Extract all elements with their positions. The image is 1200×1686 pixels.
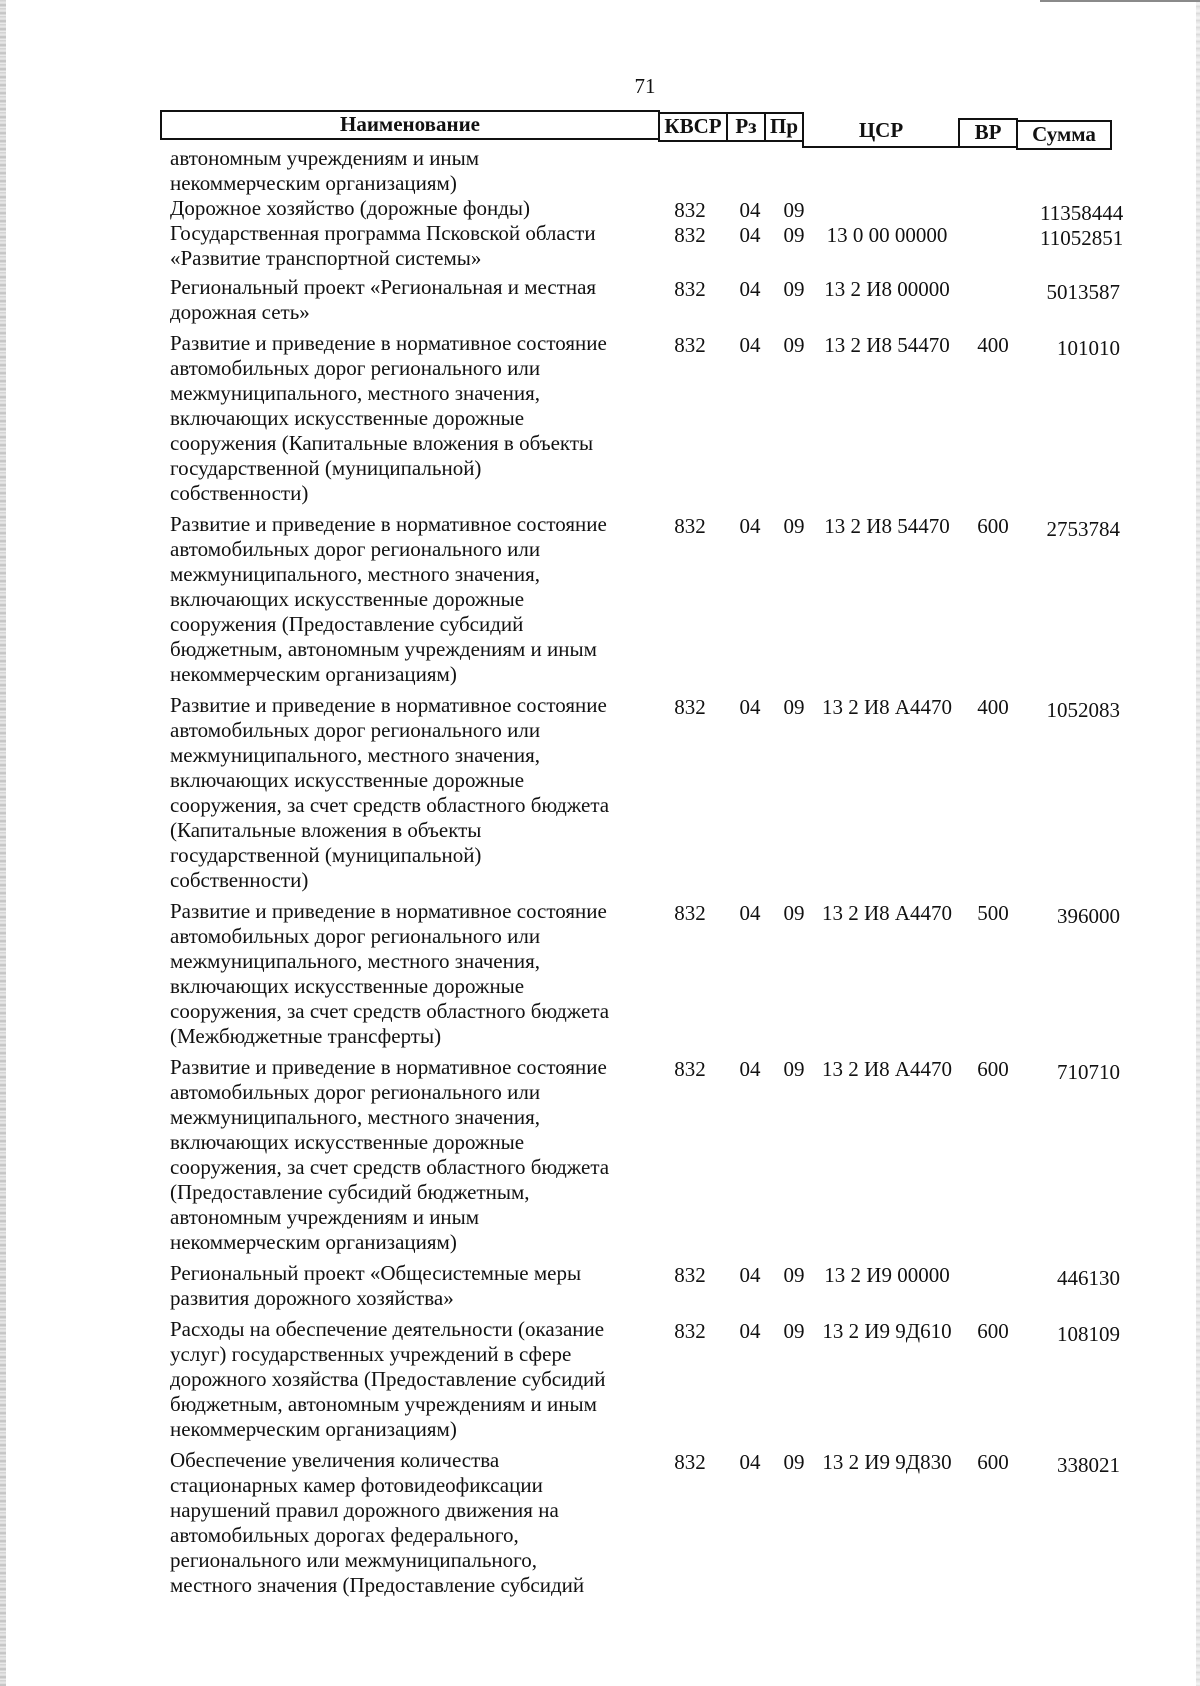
row-vr: 500 [977, 901, 1009, 925]
row-name-line: Дорожное хозяйство (дорожные фонды) [170, 196, 531, 220]
row-rz: 04 [739, 333, 761, 357]
row-kvsr: 832 [674, 333, 706, 357]
row-kvsr: 832 [674, 198, 706, 222]
table-row [160, 1448, 1120, 1598]
row-rz: 04 [739, 223, 761, 247]
row-pr: 09 [783, 223, 805, 247]
table-row [160, 1261, 1120, 1311]
row-name-line: автомобильных дорог регионального или [170, 537, 541, 561]
row-sum: 446130 [1057, 1266, 1120, 1290]
row-kvsr: 832 [674, 695, 706, 719]
row-name-line: Региональный проект «Общесистемные меры [170, 1261, 582, 1285]
header-name: Наименование [160, 110, 660, 140]
table-row [160, 146, 1120, 196]
row-name [160, 693, 630, 893]
table-row [160, 196, 1124, 225]
row-pr: 09 [783, 1057, 805, 1081]
row-name-line: Развитие и приведение в нормативное состояние [170, 512, 607, 536]
row-csr: 13 2 И8 00000 [824, 277, 950, 301]
row-name-line: государственной (муниципальной) [170, 843, 482, 867]
row-name-line: включающих искусственные дорожные [170, 768, 525, 792]
row-sum: 11052851 [1040, 226, 1124, 250]
table-row [160, 693, 1120, 893]
row-name [160, 512, 630, 687]
row-name-line: местного значения (Предоставление субсидий [170, 1573, 585, 1597]
row-name-line: автомобильных дорог регионального или [170, 1080, 541, 1104]
row-rz: 04 [739, 1450, 761, 1474]
row-name-line: межмуниципального, местного значения, [170, 1105, 540, 1129]
table-header [160, 110, 1112, 150]
row-name-line: Расходы на обеспечение деятельности (оказание [170, 1317, 605, 1341]
row-name-line: государственной (муниципальной) [170, 456, 482, 480]
row-name-line: включающих искусственные дорожные [170, 974, 525, 998]
row-name [160, 146, 630, 196]
row-kvsr: 832 [674, 1319, 706, 1343]
row-name-line: дорожного хозяйства (Предоставление субсидий [170, 1367, 606, 1391]
row-name-line: Развитие и приведение в нормативное состояние [170, 1055, 607, 1079]
row-csr: 13 2 И9 9Д610 [822, 1319, 952, 1343]
scan-edge-left [0, 0, 6, 1686]
row-name-line: автомобильных дорог регионального или [170, 718, 541, 742]
row-name [160, 1261, 630, 1311]
row-name [160, 331, 630, 506]
row-name-line: сооружения, за счет средств областного бюджета [170, 1155, 610, 1179]
table-row [160, 899, 1120, 1049]
row-name-line: Развитие и приведение в нормативное состояние [170, 331, 607, 355]
row-name-line: сооружения, за счет средств областного бюджета [170, 999, 610, 1023]
row-name-line: включающих искусственные дорожные [170, 587, 525, 611]
row-vr: 600 [977, 1057, 1009, 1081]
table-row [160, 512, 1120, 687]
row-pr: 09 [783, 514, 805, 538]
row-name-line: (Предоставление субсидий бюджетным, [170, 1180, 530, 1204]
row-sum: 5013587 [1046, 280, 1120, 304]
row-sum: 710710 [1057, 1060, 1120, 1084]
row-name-line: межмуниципального, местного значения, [170, 562, 540, 586]
row-kvsr: 832 [674, 514, 706, 538]
row-name-line: Обеспечение увеличения количества [170, 1448, 500, 1472]
page-number: 71 [634, 74, 656, 98]
row-name-line: некоммерческим организациям) [170, 662, 457, 686]
row-name-line: развития дорожного хозяйства» [170, 1286, 454, 1310]
row-name-line: (Капитальные вложения в объекты [170, 818, 482, 842]
table-body [160, 146, 1124, 1598]
row-csr: 13 2 И9 00000 [824, 1263, 950, 1287]
row-name [160, 899, 630, 1049]
row-name-line: стационарных камер фотовидеофиксации [170, 1473, 543, 1497]
row-pr: 09 [783, 901, 805, 925]
row-name-line: собственности) [170, 481, 309, 505]
row-name [160, 1448, 630, 1598]
row-vr: 400 [977, 333, 1009, 357]
header-pr: Пр [764, 112, 804, 142]
row-rz: 04 [739, 1057, 761, 1081]
row-name-line: Развитие и приведение в нормативное состояние [170, 899, 607, 923]
row-kvsr: 832 [674, 277, 706, 301]
row-sum: 338021 [1057, 1453, 1120, 1477]
row-name-line: межмуниципального, местного значения, [170, 949, 540, 973]
header-kvsr: КВСР [658, 112, 728, 142]
header-vr: ВР [958, 118, 1018, 148]
row-name-line: сооружения (Предоставление субсидий [170, 612, 524, 636]
row-name-line: Развитие и приведение в нормативное состояние [170, 693, 607, 717]
row-name-line: бюджетным, автономным учреждениям и иным [170, 1392, 597, 1416]
row-sum: 108109 [1057, 1322, 1120, 1346]
row-csr: 13 2 И8 54470 [824, 333, 950, 357]
row-sum: 2753784 [1046, 517, 1120, 541]
row-name [160, 1055, 630, 1255]
row-name-line: собственности) [170, 868, 309, 892]
row-sum: 1052083 [1046, 698, 1120, 722]
row-rz: 04 [739, 1319, 761, 1343]
row-name-line: сооружения (Капитальные вложения в объекты [170, 431, 594, 455]
row-rz: 04 [739, 277, 761, 301]
row-name-line: дорожная сеть» [170, 300, 310, 324]
table-row [160, 275, 1120, 325]
row-name-line: бюджетным, автономным учреждениям и иным [170, 637, 597, 661]
row-kvsr: 832 [674, 901, 706, 925]
header-rz: Рз [726, 112, 766, 142]
row-name-line: автомобильных дорог регионального или [170, 924, 541, 948]
row-csr: 13 2 И8 А4470 [821, 1057, 953, 1081]
row-name-line: Региональный проект «Региональная и местная [170, 275, 597, 299]
row-name [160, 196, 630, 221]
row-rz: 04 [739, 198, 761, 222]
row-name-line: автомобильных дорогах федерального, [170, 1523, 519, 1547]
row-rz: 04 [739, 695, 761, 719]
row-vr: 600 [977, 514, 1009, 538]
row-csr: 13 0 00 00000 [826, 223, 948, 247]
row-pr: 09 [783, 1263, 805, 1287]
row-pr: 09 [783, 1450, 805, 1474]
table-row [160, 1055, 1120, 1255]
row-name-line: межмуниципального, местного значения, [170, 743, 540, 767]
row-pr: 09 [783, 198, 805, 222]
row-vr: 600 [977, 1450, 1009, 1474]
row-pr: 09 [783, 333, 805, 357]
row-name-line: некоммерческим организациям) [170, 171, 457, 195]
row-csr: 13 2 И8 А4470 [821, 695, 953, 719]
row-name [160, 1317, 630, 1442]
row-name-line: нарушений правил дорожного движения на [170, 1498, 559, 1522]
row-kvsr: 832 [674, 223, 706, 247]
row-pr: 09 [783, 1319, 805, 1343]
row-name-line: регионального или межмуниципального, [170, 1548, 537, 1572]
row-sum: 396000 [1057, 904, 1120, 928]
row-pr: 09 [783, 695, 805, 719]
row-rz: 04 [739, 901, 761, 925]
row-name-line: автомобильных дорог регионального или [170, 356, 541, 380]
row-vr: 600 [977, 1319, 1009, 1343]
row-name-line: автономным учреждениям и иным [170, 1205, 480, 1229]
header-sum: Сумма [1016, 120, 1112, 150]
row-rz: 04 [739, 514, 761, 538]
row-name-line: «Развитие транспортной системы» [170, 246, 482, 270]
row-name-line: автономным учреждениям и иным [170, 146, 480, 170]
row-name-line: включающих искусственные дорожные [170, 1130, 525, 1154]
row-pr: 09 [783, 277, 805, 301]
row-sum: 101010 [1057, 336, 1120, 360]
row-vr: 400 [977, 695, 1009, 719]
scan-top-line [1040, 0, 1200, 2]
row-sum: 11358444 [1040, 201, 1124, 225]
table-row [160, 1317, 1120, 1442]
row-name-line: некоммерческим организациям) [170, 1417, 457, 1441]
row-rz: 04 [739, 1263, 761, 1287]
row-name-line: включающих искусственные дорожные [170, 406, 525, 430]
row-name [160, 275, 630, 325]
row-kvsr: 832 [674, 1450, 706, 1474]
row-name-line: услуг) государственных учреждений в сфере [170, 1342, 572, 1366]
row-name [160, 221, 630, 271]
row-csr: 13 2 И9 9Д830 [822, 1450, 952, 1474]
row-name-line: межмуниципального, местного значения, [170, 381, 540, 405]
row-name-line: сооружения, за счет средств областного бюджета [170, 793, 610, 817]
row-csr: 13 2 И8 54470 [824, 514, 950, 538]
table-row [160, 331, 1120, 506]
table-row [160, 221, 1124, 271]
row-name-line: (Межбюджетные трансферты) [170, 1024, 442, 1048]
row-csr: 13 2 И8 А4470 [821, 901, 953, 925]
header-csr: ЦСР [802, 118, 960, 148]
scan-edge-right [1196, 0, 1200, 1686]
row-kvsr: 832 [674, 1057, 706, 1081]
row-name-line: некоммерческим организациям) [170, 1230, 457, 1254]
row-kvsr: 832 [674, 1263, 706, 1287]
row-name-line: Государственная программа Псковской области [170, 221, 596, 245]
